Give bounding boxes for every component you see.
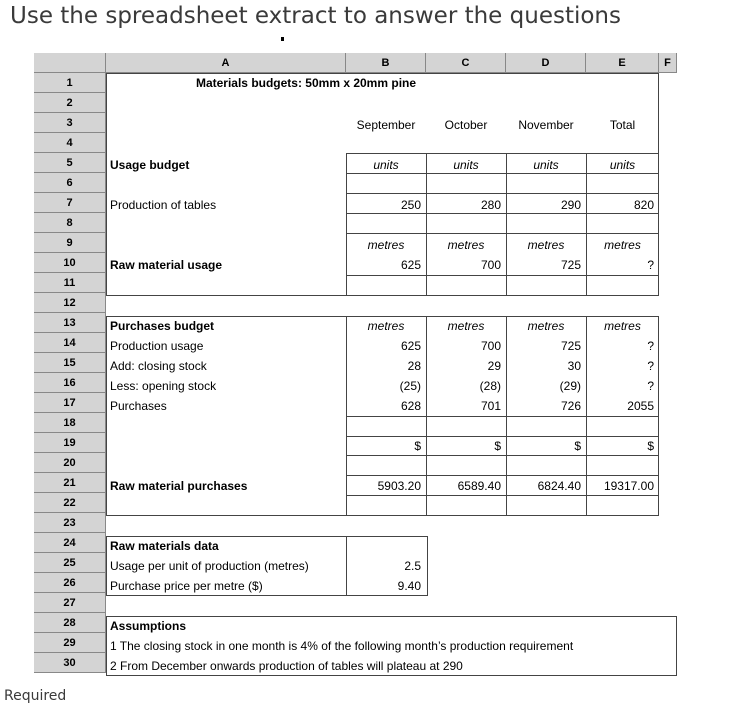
purchases-value: 28 (407, 359, 421, 373)
row-header[interactable]: 23 (34, 513, 106, 533)
purchases-value: 701 (480, 399, 501, 413)
production-value: 250 (400, 198, 421, 212)
production-value: 280 (480, 198, 501, 212)
raw-purchases-value: 5903.20 (377, 479, 421, 493)
purchases-value: 625 (400, 339, 421, 353)
month-header: September (356, 118, 416, 132)
unit-cell: units (453, 158, 479, 172)
row-header[interactable]: 3 (34, 113, 106, 133)
assumption-item: 1 The closing stock in one month is 4% of the following month’s production requirement (110, 639, 574, 653)
unit-cell: metres (447, 319, 485, 333)
grid-line (346, 233, 659, 234)
row-header[interactable]: 5 (34, 153, 106, 173)
row-header[interactable]: 17 (34, 393, 106, 413)
row-header[interactable]: 29 (34, 633, 106, 653)
unit-cell: metres (604, 238, 641, 252)
purchases-row-label: Less: opening stock (110, 379, 217, 393)
raw-data-value: 2.5 (404, 559, 421, 573)
purchases-value: 725 (560, 339, 581, 353)
raw-purchases-value: 19317.00 (603, 479, 654, 493)
row-header[interactable]: 22 (34, 493, 106, 513)
row-header[interactable]: 28 (34, 613, 106, 633)
raw-usage-value: 700 (480, 258, 501, 272)
purchases-value: ? (647, 339, 654, 353)
currency-cell: $ (574, 439, 581, 453)
raw-purchases-value: 6589.40 (457, 479, 501, 493)
row-header[interactable]: 30 (34, 653, 106, 673)
production-label: Production of tables (110, 198, 217, 212)
raw-usage-value: 725 (560, 258, 581, 272)
purchases-row-label: Purchases (110, 399, 167, 413)
raw-purchases-label: Raw material purchases (110, 479, 248, 493)
purchases-budget-label: Purchases budget (110, 319, 215, 333)
unit-cell: units (609, 158, 636, 172)
raw-data-row-label: Usage per unit of production (metres) (110, 559, 309, 573)
raw-purchases-value: 6824.40 (537, 479, 581, 493)
row-header[interactable]: 4 (34, 133, 106, 153)
currency-cell: $ (414, 439, 421, 453)
assumptions-label: Assumptions (110, 619, 187, 633)
assumption-item: 2 From December onwards production of tables will plateau at 290 (110, 659, 463, 673)
raw-usage-label: Raw material usage (110, 258, 223, 272)
row-header[interactable]: 13 (34, 313, 106, 333)
purchases-value: (29) (559, 379, 581, 393)
row-header[interactable]: 14 (34, 333, 106, 353)
column-header-b[interactable]: B (346, 53, 426, 73)
unit-cell: metres (527, 238, 565, 252)
column-header-a[interactable]: A (106, 53, 346, 73)
column-header-e[interactable]: E (586, 53, 659, 73)
column-header-c[interactable]: C (426, 53, 506, 73)
raw-data-value: 9.40 (397, 579, 421, 593)
month-header: Total (609, 118, 636, 132)
unit-cell: metres (527, 319, 565, 333)
raw-usage-value: ? (647, 258, 654, 272)
grid-line (346, 275, 659, 276)
row-header[interactable]: 2 (34, 93, 106, 113)
row-header[interactable]: 20 (34, 453, 106, 473)
row-header[interactable]: 9 (34, 233, 106, 253)
purchases-value: ? (647, 379, 654, 393)
row-header[interactable]: 7 (34, 193, 106, 213)
row-header[interactable]: 26 (34, 573, 106, 593)
purchases-value: 628 (400, 399, 421, 413)
row-header[interactable]: 25 (34, 553, 106, 573)
month-header: November (518, 118, 574, 132)
raw-data-row-label: Purchase price per metre ($) (110, 579, 263, 593)
unit-cell: units (533, 158, 559, 172)
row-header[interactable]: 24 (34, 533, 106, 553)
purchases-value: 726 (560, 399, 581, 413)
sheet-title: Materials budgets: 50mm x 20mm pine (195, 76, 417, 90)
raw-data-label: Raw materials data (110, 539, 219, 553)
purchases-value: 700 (480, 339, 501, 353)
purchases-value: ? (647, 359, 654, 373)
row-header[interactable]: 11 (34, 273, 106, 293)
purchases-value: 30 (567, 359, 581, 373)
row-header[interactable]: 8 (34, 213, 106, 233)
month-header: October (444, 118, 488, 132)
currency-cell: $ (494, 439, 501, 453)
page-title: Use the spreadsheet extract to answer the questions (10, 3, 621, 29)
row-header[interactable]: 12 (34, 293, 106, 313)
purchases-row-label: Production usage (110, 339, 204, 353)
corner-header (34, 53, 106, 73)
purchases-value: (25) (399, 379, 421, 393)
usage-budget-label: Usage budget (110, 158, 190, 172)
production-value: 290 (560, 198, 581, 212)
purchases-value: 2055 (627, 399, 654, 413)
column-header-f[interactable]: F (659, 53, 677, 73)
required-label: Required (4, 688, 67, 704)
grid-line (346, 153, 659, 154)
grid-line (346, 416, 659, 417)
row-header[interactable]: 10 (34, 253, 106, 273)
unit-cell: metres (604, 319, 641, 333)
column-header-d[interactable]: D (506, 53, 586, 73)
row-header[interactable]: 6 (34, 173, 106, 193)
unit-cell: metres (367, 319, 405, 333)
grid-line (346, 193, 659, 194)
row-header[interactable]: 16 (34, 373, 106, 393)
row-header[interactable]: 21 (34, 473, 106, 493)
cropped-text-fragment (281, 37, 284, 41)
row-header[interactable]: 15 (34, 353, 106, 373)
unit-cell: metres (367, 238, 405, 252)
unit-cell: metres (447, 238, 485, 252)
purchases-value: (28) (479, 379, 501, 393)
row-header[interactable]: 1 (34, 73, 106, 93)
unit-cell: units (373, 158, 399, 172)
purchases-value: 29 (487, 359, 501, 373)
row-header[interactable]: 18 (34, 413, 106, 433)
currency-cell: $ (647, 439, 654, 453)
row-header[interactable]: 27 (34, 593, 106, 613)
raw-usage-value: 625 (400, 258, 421, 272)
spreadsheet-extract (34, 53, 677, 676)
production-value: 820 (633, 198, 654, 212)
row-header[interactable]: 19 (34, 433, 106, 453)
purchases-row-label: Add: closing stock (110, 359, 207, 373)
